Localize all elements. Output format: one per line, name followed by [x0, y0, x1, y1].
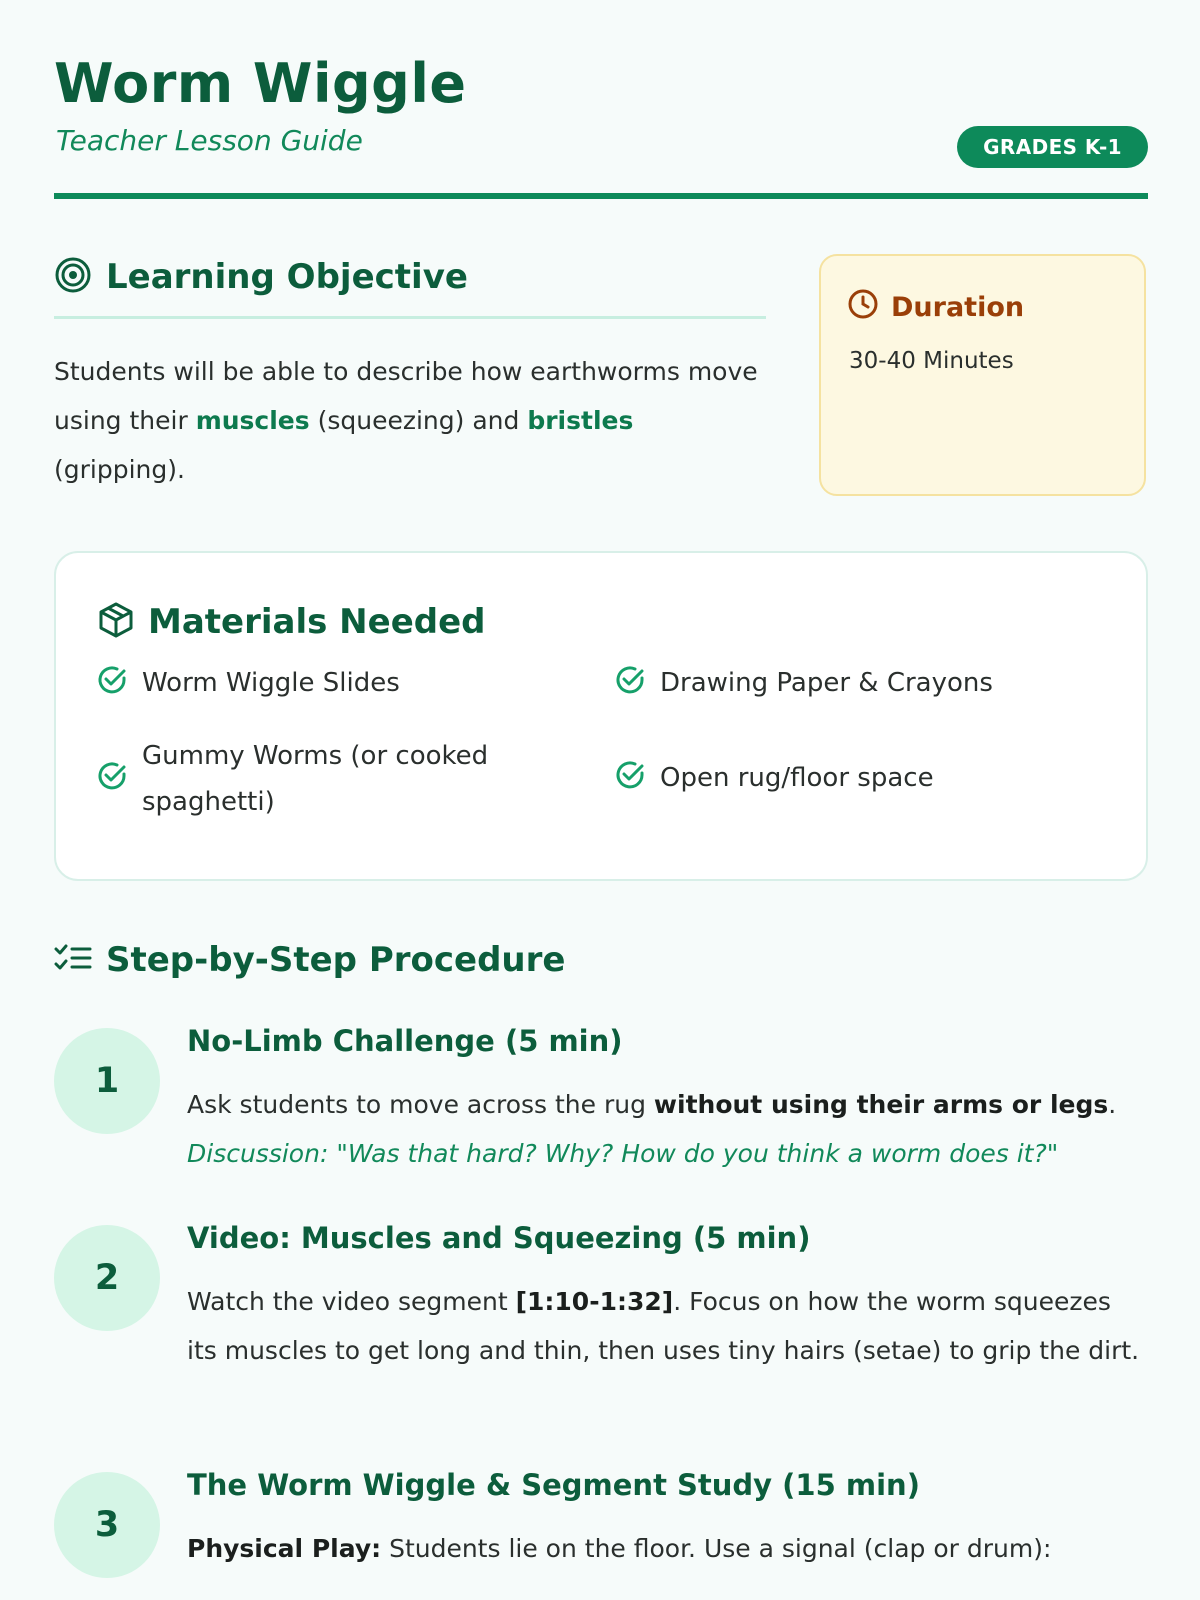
- procedure-heading-row: [54, 940, 565, 980]
- header: [54, 0, 1148, 200]
- step-text-part: . Focus on how the worm squeezes its muscles to get long and thin, then uses tiny hairs (setae) to grip the dirt.: [187, 1287, 1140, 1365]
- step-description: [187, 1277, 1147, 1375]
- section-divider: [54, 316, 766, 319]
- objective-text-part: (gripping).: [54, 455, 185, 484]
- highlight-term: bristles: [527, 406, 634, 435]
- learning-objective-section: [54, 256, 766, 494]
- objective-text-part: (squeezing) and: [309, 406, 528, 435]
- grade-badge: GRADES K-1: [957, 126, 1148, 168]
- step-text-part: Students lie on the floor. Use a signal (clap or drum):: [381, 1534, 1052, 1563]
- material-label: Worm Wiggle Slides: [142, 668, 400, 698]
- box-icon: [98, 601, 134, 643]
- section-heading: Materials Needed: [148, 602, 486, 642]
- list-item: [614, 660, 993, 706]
- step-emphasis: without using their arms or legs: [653, 1090, 1109, 1119]
- duration-label: Duration: [891, 292, 1025, 323]
- step-title: Video: Muscles and Squeezing (5 min): [187, 1221, 811, 1255]
- section-heading: Learning Objective: [106, 257, 468, 297]
- target-icon: [54, 256, 92, 298]
- check-circle-icon: [614, 759, 646, 798]
- step-description: [187, 1524, 1147, 1573]
- material-label: Open rug/floor space: [660, 763, 934, 793]
- list-item: [96, 733, 516, 825]
- material-label: Drawing Paper & Crayons: [660, 668, 993, 698]
- clock-icon: [847, 288, 879, 327]
- step-text-part: Watch the video segment: [187, 1287, 516, 1316]
- step-title: The Worm Wiggle & Segment Study (15 min): [187, 1468, 920, 1502]
- lesson-guide: [54, 0, 1148, 1563]
- duration-value: 30-40 Minutes: [849, 348, 1014, 374]
- step-number: 2: [54, 1225, 160, 1331]
- step-number: 3: [54, 1472, 160, 1578]
- highlight-term: muscles: [195, 406, 310, 435]
- step-emphasis: Physical Play:: [187, 1534, 382, 1563]
- section-heading: Step-by-Step Procedure: [106, 940, 566, 980]
- step-description: [187, 1080, 1147, 1178]
- check-circle-icon: [96, 760, 128, 799]
- list-item: [96, 660, 400, 706]
- duration-card: [819, 254, 1146, 496]
- page-subtitle: Teacher Lesson Guide: [56, 124, 363, 157]
- discussion-prompt: Discussion: "Was that hard? Why? How do you think a worm does it?": [187, 1139, 1059, 1168]
- checklist-icon: [54, 942, 92, 978]
- step-number: 1: [54, 1028, 160, 1134]
- materials-section: [54, 551, 1148, 881]
- material-label: Gummy Worms (or cooked spaghetti): [142, 741, 489, 817]
- step-title: No-Limb Challenge (5 min): [187, 1024, 623, 1058]
- check-circle-icon: [614, 664, 646, 703]
- header-divider: [54, 193, 1148, 199]
- step-text-part: Ask students to move across the rug: [187, 1090, 654, 1119]
- objective-text: [54, 347, 766, 494]
- page-title: Worm Wiggle: [54, 52, 467, 115]
- list-item: [614, 755, 934, 801]
- objective-text-part: Students will be able to describe how earthworms move using their: [54, 357, 758, 435]
- step-emphasis: [1:10-1:32]: [515, 1287, 674, 1316]
- step-text-part: .: [1108, 1090, 1117, 1119]
- check-circle-icon: [96, 664, 128, 703]
